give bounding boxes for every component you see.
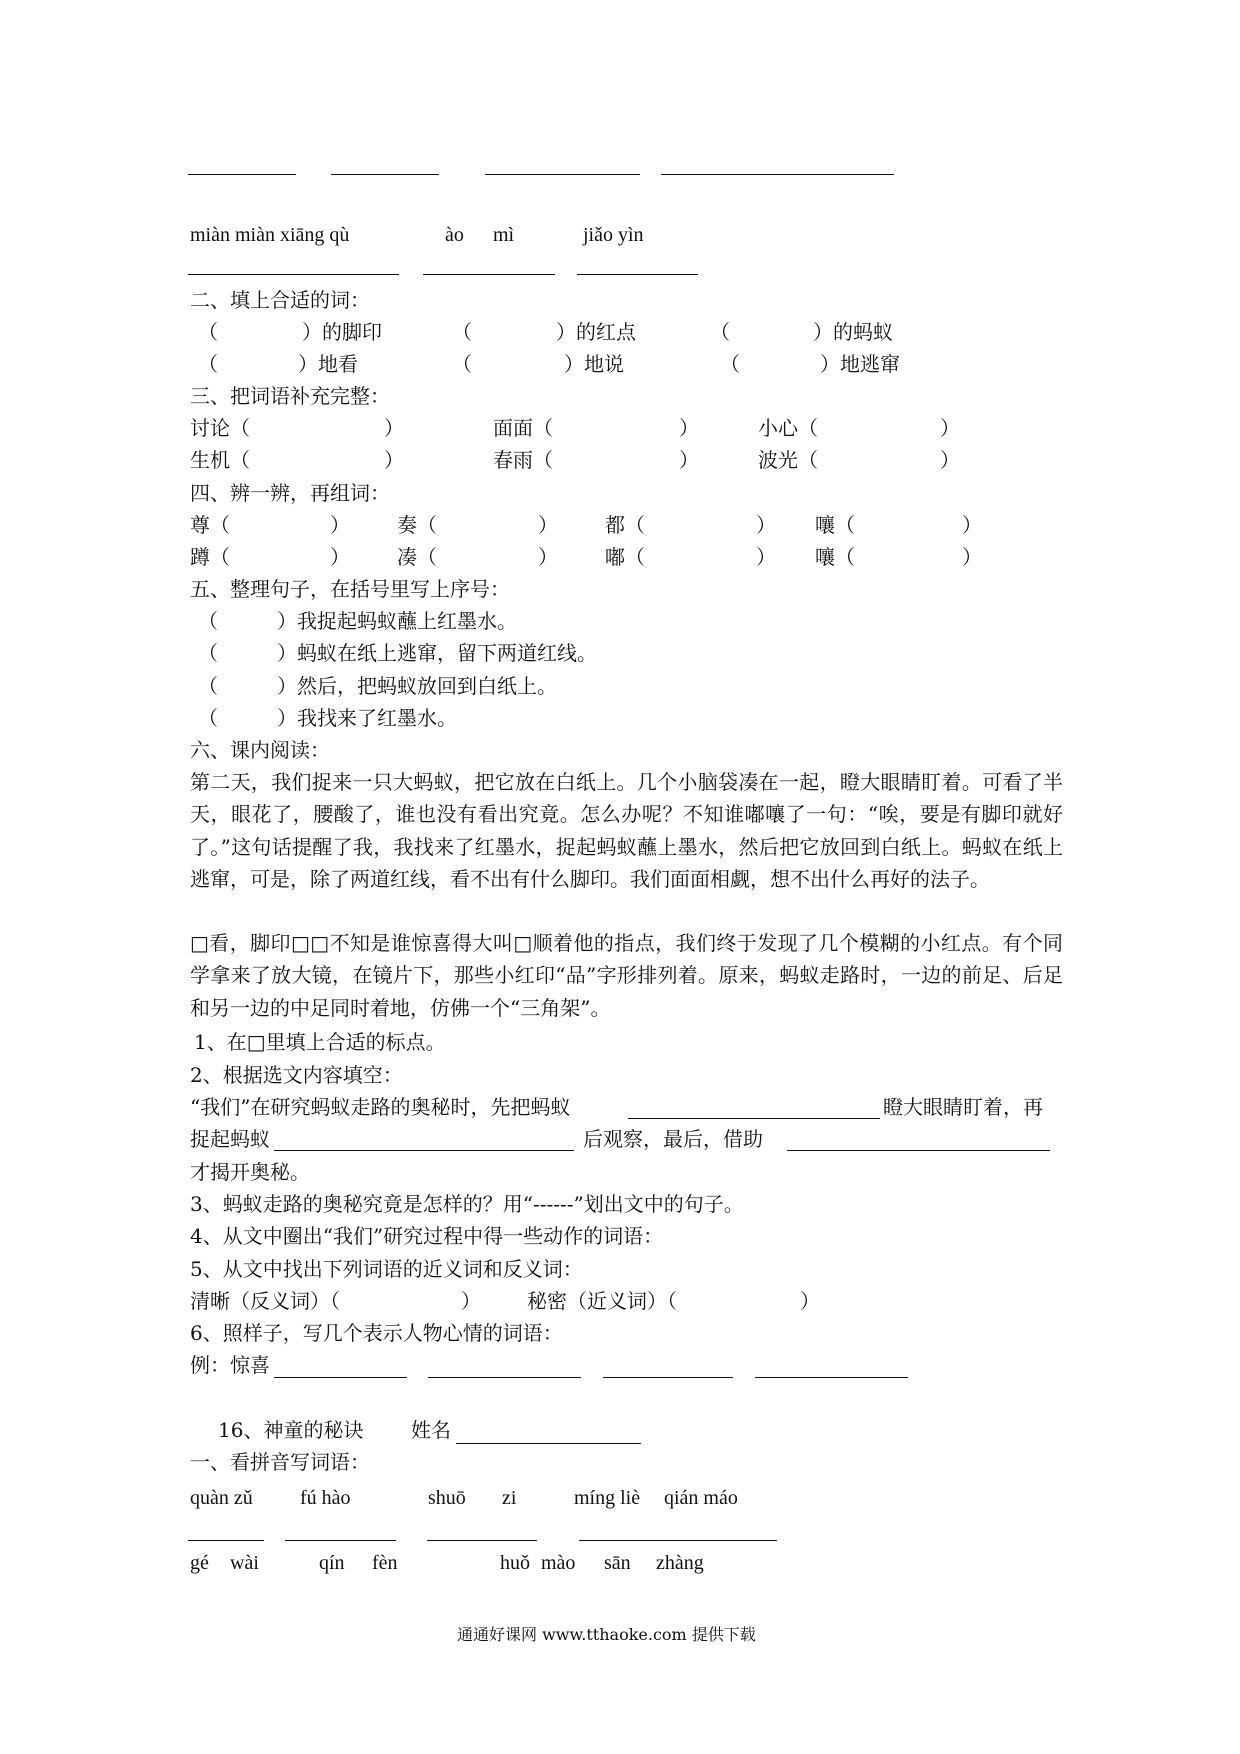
pinyin-item: qián máo <box>664 1487 738 1509</box>
pinyin-item: fú hào <box>300 1487 351 1509</box>
question-3: 3、蚂蚁走路的奥秘究竟是怎样的？用“------”划出文中的句子。 <box>190 1192 744 1216</box>
section-title: 三、把词语补充完整： <box>190 384 390 408</box>
pinyin-item: miàn miàn xiāng qù <box>190 224 350 246</box>
answer-line[interactable] <box>628 1118 880 1119</box>
answer-line[interactable] <box>188 174 296 175</box>
fill-blank-label: ）地说 <box>564 352 624 376</box>
bracket-open: （ <box>198 320 218 344</box>
char-prompt: 蹲（ <box>190 545 230 569</box>
word-prompt: 面面（ <box>493 416 553 440</box>
bracket-open: （ <box>452 352 472 376</box>
question-5-antonym: 清晰（反义词）（ <box>190 1289 340 1313</box>
pinyin-item: jiǎo yìn <box>583 224 644 246</box>
pinyin-item: quàn zǔ <box>190 1487 253 1509</box>
bracket-close: ） <box>384 416 404 440</box>
lesson-title: 16、神童的秘诀 <box>218 1418 364 1442</box>
char-prompt: 嚷（ <box>815 513 855 537</box>
pinyin-item: huǒ <box>500 1552 530 1574</box>
bracket-close: ） <box>330 545 350 569</box>
fill-blank-label: ）的脚印 <box>302 320 382 344</box>
sentence-item: ）我捉起蚂蚁蘸上红墨水。 <box>277 609 517 633</box>
answer-line[interactable] <box>577 274 698 275</box>
answer-line[interactable] <box>755 1377 908 1378</box>
name-label: 姓名 <box>411 1418 451 1442</box>
question-2: 2、根据选文内容填空： <box>190 1063 403 1087</box>
bracket-close: ） <box>538 545 558 569</box>
answer-line[interactable] <box>331 174 439 175</box>
question-6-example: 例：惊喜 <box>190 1353 270 1377</box>
bracket-close: ） <box>940 448 960 472</box>
question-2-text-b: 瞪大眼睛盯着，再 <box>883 1095 1043 1119</box>
sentence-item: ）蚂蚁在纸上逃窜，留下两道红线。 <box>277 641 597 665</box>
char-prompt: 凑（ <box>397 545 437 569</box>
bracket-open: （ <box>198 706 218 730</box>
answer-line[interactable] <box>485 174 640 175</box>
fill-blank-label: ）的蚂蚁 <box>813 320 893 344</box>
bracket-open: （ <box>198 609 218 633</box>
char-prompt: 嚷（ <box>815 545 855 569</box>
word-prompt: 生机（ <box>190 448 250 472</box>
bracket-open: （ <box>720 352 740 376</box>
bracket-close: ） <box>679 416 699 440</box>
bracket-open: （ <box>710 320 730 344</box>
answer-line[interactable] <box>787 1150 1050 1151</box>
sentence-item: ）我找来了红墨水。 <box>277 706 457 730</box>
bracket-close: ） <box>384 448 404 472</box>
pinyin-item: shuō <box>428 1487 466 1509</box>
word-prompt: 小心（ <box>758 416 818 440</box>
question-2-text-a: “我们”在研究蚂蚁走路的奥秘时，先把蚂蚁 <box>190 1095 571 1119</box>
answer-line[interactable] <box>661 174 894 175</box>
bracket-close: ） <box>538 513 558 537</box>
bracket-open: （ <box>452 320 472 344</box>
section-title: 五、整理句子，在括号里写上序号： <box>190 577 510 601</box>
page-footer: 通通好课网 www.tthaoke.com 提供下载 <box>457 1625 756 1644</box>
char-prompt: 尊（ <box>190 513 230 537</box>
answer-line[interactable] <box>274 1150 574 1151</box>
answer-line[interactable] <box>428 1377 581 1378</box>
pinyin-item: mào <box>541 1552 576 1574</box>
reading-paragraph-2: □看，脚印□□不知是谁惊喜得大叫□顺着他的指点，我们终于发现了几个模糊的小红点。有个同学拿来了放大镜，在镜片下，那些小红印“品”字形排列着。原来，蚂蚁走路时，一边的前足、后足和另一边的中足同时着地，仿佛一个“三角架”。 <box>190 931 1063 1020</box>
answer-line[interactable] <box>285 1540 396 1541</box>
answer-line[interactable] <box>188 274 399 275</box>
bracket-close: ） <box>756 513 776 537</box>
question-6: 6、照样子，写几个表示人物心情的词语： <box>190 1321 563 1345</box>
pinyin-item: gé <box>190 1552 209 1574</box>
question-1: 1、在□里填上合适的标点。 <box>194 1030 446 1054</box>
pinyin-item: ào <box>445 224 464 246</box>
bracket-close: ） <box>679 448 699 472</box>
bracket-close: ） <box>461 1289 481 1313</box>
answer-line[interactable] <box>427 1540 537 1541</box>
fill-blank-label: ）的红点 <box>556 320 636 344</box>
bracket-close: ） <box>800 1289 820 1313</box>
char-prompt: 都（ <box>605 513 645 537</box>
answer-line[interactable] <box>603 1377 733 1378</box>
bracket-open: （ <box>198 641 218 665</box>
bracket-close: ） <box>330 513 350 537</box>
pinyin-item: mì <box>493 224 515 246</box>
bracket-close: ） <box>962 513 982 537</box>
question-5-synonym: 秘密（近义词）（ <box>527 1289 677 1313</box>
answer-line[interactable] <box>579 1540 777 1541</box>
pinyin-item: sān <box>604 1552 631 1574</box>
pinyin-item: míng liè <box>574 1487 641 1509</box>
pinyin-item: zhàng <box>656 1552 704 1574</box>
question-5: 5、从文中找出下列词语的近义词和反义词： <box>190 1257 583 1281</box>
bracket-close: ） <box>756 545 776 569</box>
char-prompt: 嘟（ <box>605 545 645 569</box>
section-title: 一、看拼音写词语： <box>190 1450 370 1474</box>
word-prompt: 讨论（ <box>190 416 250 440</box>
section-title: 四、辨一辨，再组词： <box>190 481 390 505</box>
pinyin-item: zi <box>502 1487 517 1509</box>
word-prompt: 波光（ <box>758 448 818 472</box>
bracket-close: ） <box>962 545 982 569</box>
reading-paragraph-1: 第二天，我们捉来一只大蚂蚁，把它放在白纸上。几个小脑袋凑在一起，瞪大眼睛盯着。可看了半天，眼花了，腰酸了，谁也没有看出究竟。怎么办呢？不知谁嘟嚷了一句：“唉，要是有脚印就好了。”这句话提醒了我，我找来了红墨水，捉起蚂蚁蘸上墨水，然后把它放回到白纸上。蚂蚁在纸上逃窜，可是，除了两道红线，看不出有什么脚印。我们面面相觑，想不出什么再好的法子。 <box>190 770 1063 892</box>
pinyin-item: wài <box>230 1552 259 1574</box>
word-prompt: 春雨（ <box>493 448 553 472</box>
question-2-text-c: 捉起蚂蚁 <box>190 1127 270 1151</box>
question-2-text-d: 后观察，最后，借助 <box>583 1127 763 1151</box>
char-prompt: 奏（ <box>397 513 437 537</box>
question-4: 4、从文中圈出“我们”研究过程中得一些动作的词语： <box>190 1224 664 1248</box>
name-field[interactable] <box>456 1443 641 1444</box>
fill-blank-label: ）地逃窜 <box>820 352 900 376</box>
question-2-text-e: 才揭开奥秘。 <box>190 1160 310 1184</box>
answer-line[interactable] <box>423 274 555 275</box>
section-title: 六、课内阅读： <box>190 738 330 762</box>
bracket-open: （ <box>198 674 218 698</box>
section-title: 二、填上合适的词： <box>190 288 370 312</box>
answer-line[interactable] <box>188 1540 264 1541</box>
pinyin-item: fèn <box>372 1552 398 1574</box>
fill-blank-label: ）地看 <box>298 352 358 376</box>
bracket-open: （ <box>198 352 218 376</box>
answer-line[interactable] <box>274 1377 407 1378</box>
bracket-close: ） <box>940 416 960 440</box>
pinyin-item: qín <box>319 1552 345 1574</box>
sentence-item: ）然后，把蚂蚁放回到白纸上。 <box>277 674 557 698</box>
